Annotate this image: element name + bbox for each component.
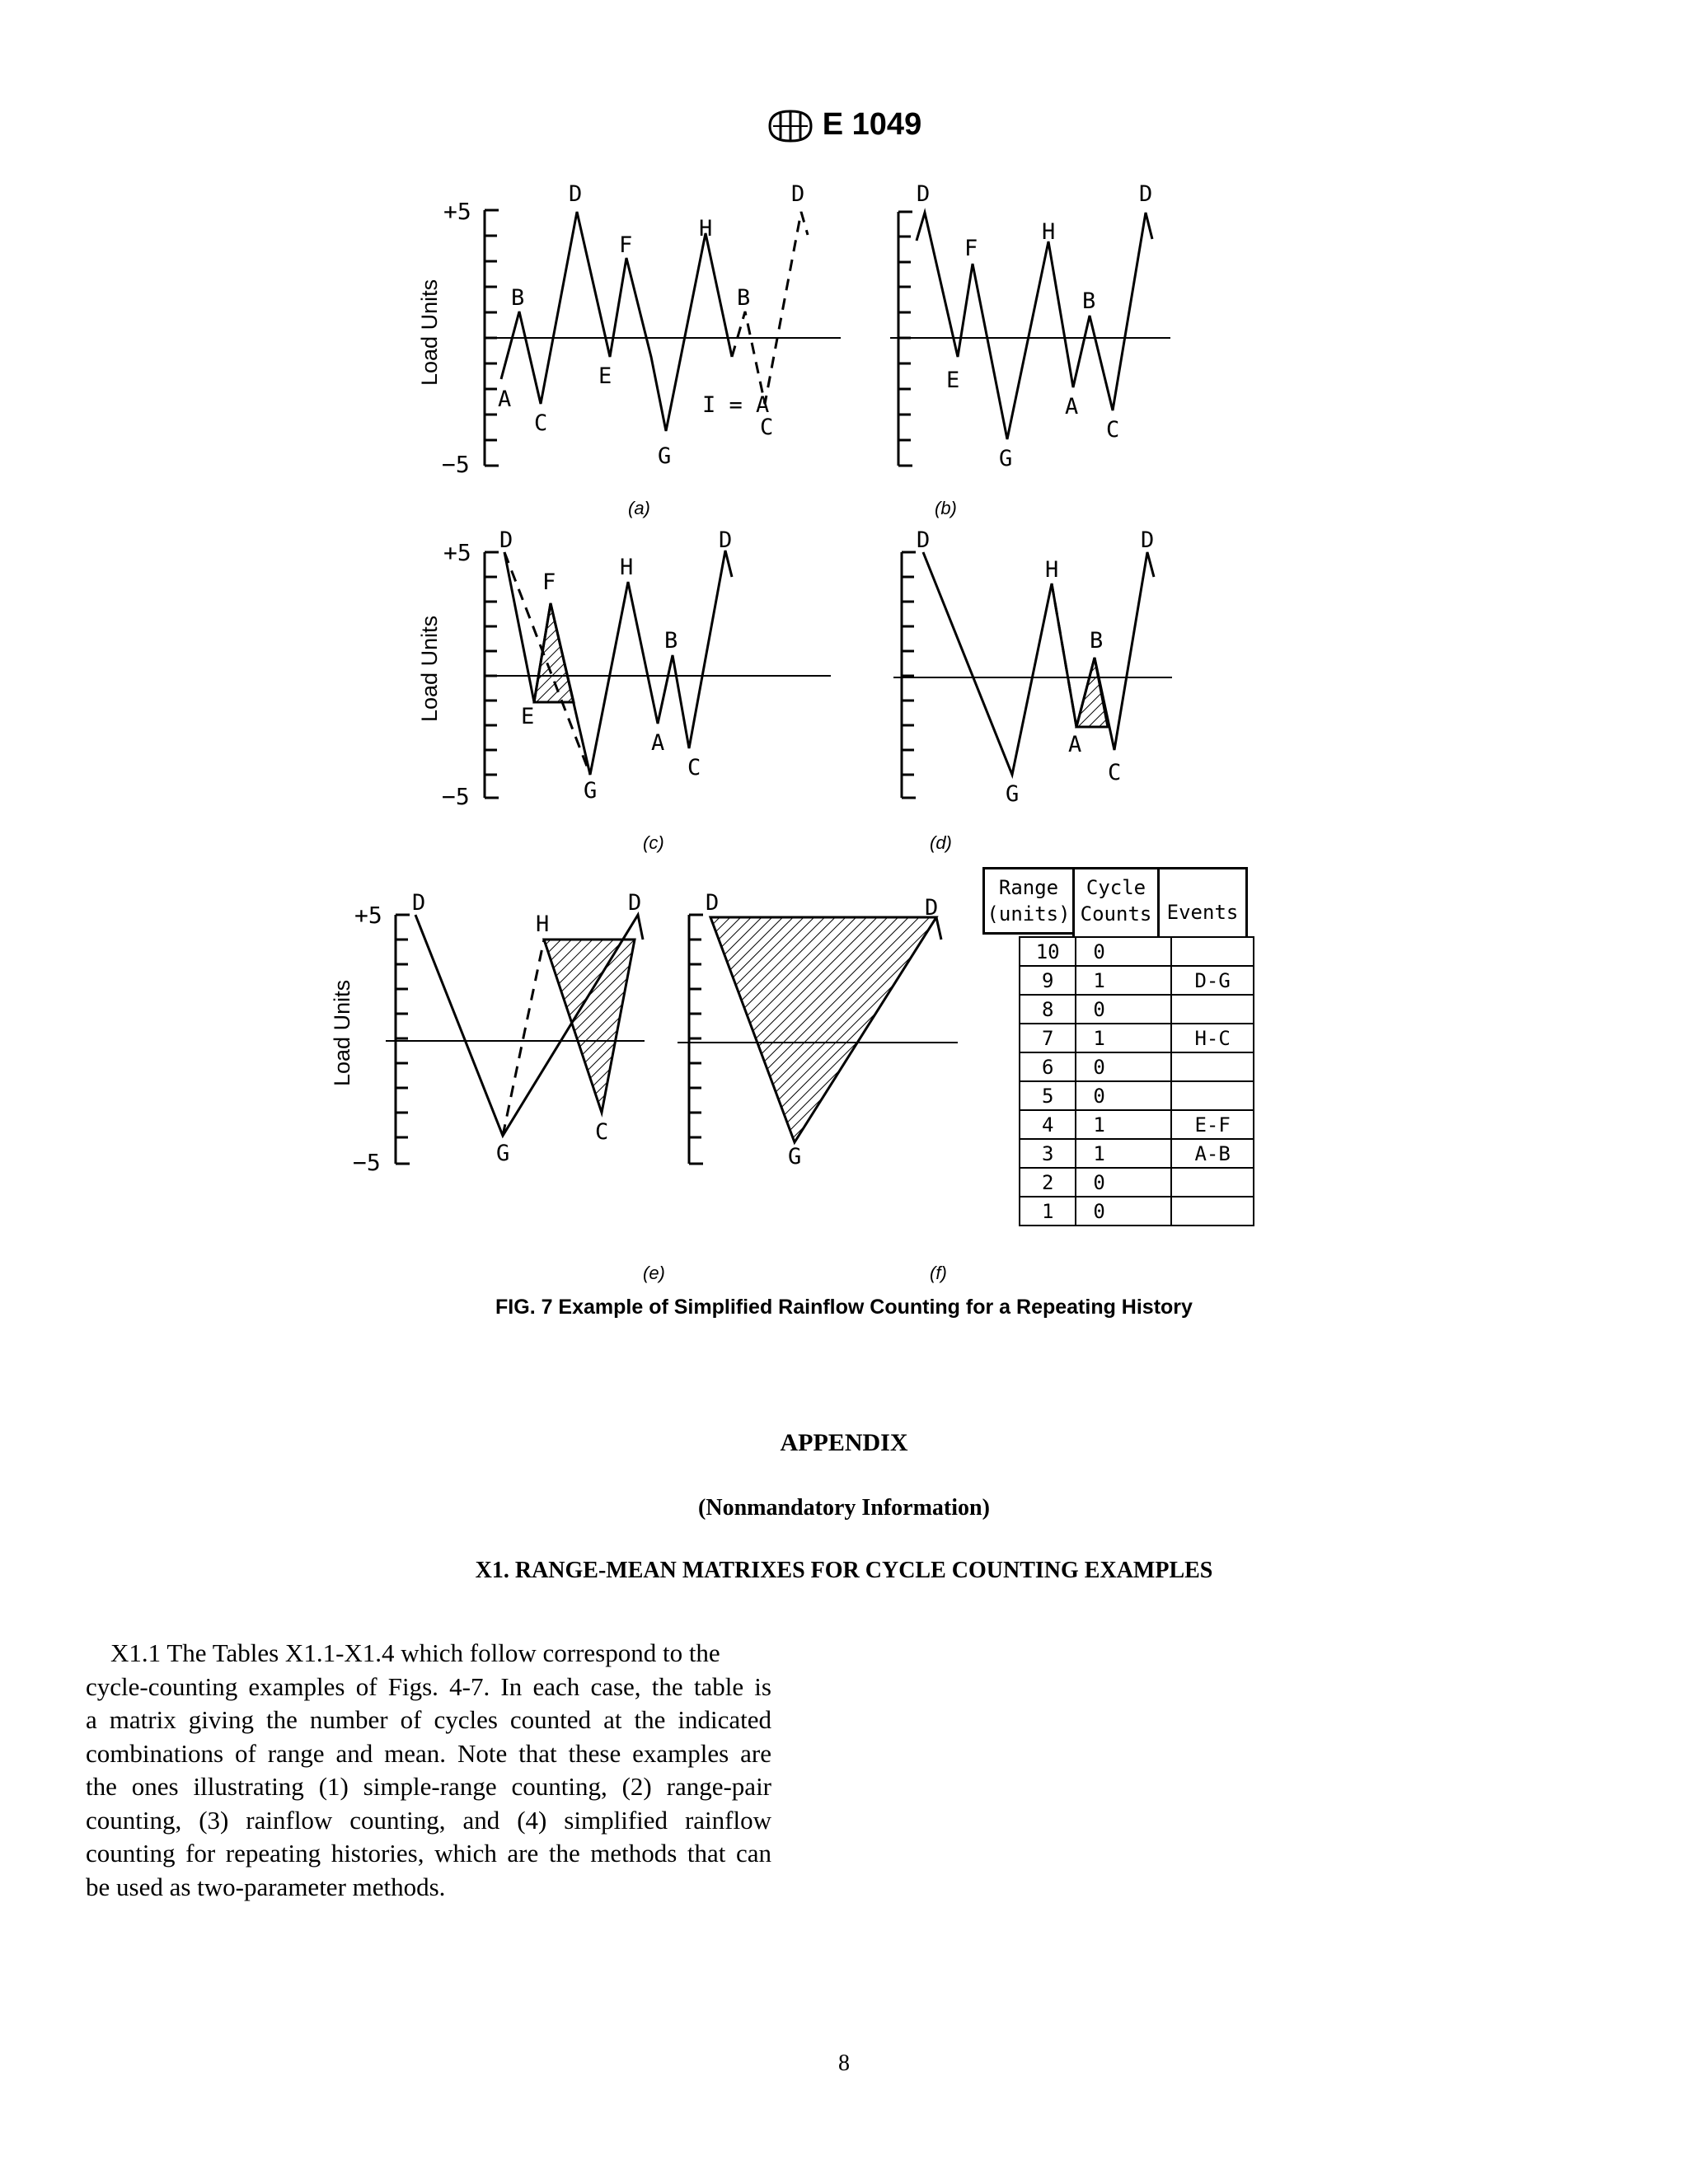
appendix-title: APPENDIX (780, 1429, 908, 1456)
events-cell: A-B (1171, 1139, 1254, 1168)
panel-f-hatch-dg (710, 917, 936, 1142)
counts-cell: 1 (1076, 1110, 1171, 1139)
range-cell: 1 (1020, 1197, 1076, 1226)
panel-c-label-a: A (651, 730, 665, 756)
panel-a-y-top: +5 (443, 198, 471, 225)
panel-c-y-bottom: −5 (442, 783, 470, 810)
panel-a-label-h: H (699, 216, 713, 241)
standard-number: E 1049 (822, 107, 922, 142)
panel-e-y-top: +5 (354, 902, 382, 929)
events-cell (1171, 937, 1254, 966)
para-line: counting for repeating histories, which are the methods that can (86, 1839, 771, 1868)
panel-e-label-c: C (595, 1119, 609, 1145)
events-cell (1171, 1052, 1254, 1081)
table-row (1020, 995, 1254, 1024)
panel-c-label-f: F (542, 569, 556, 595)
table-row (1020, 1081, 1254, 1110)
panel-b-label-b: B (1082, 288, 1096, 314)
panel-c-path (504, 551, 732, 775)
header-counts-line2: Counts (1080, 902, 1152, 926)
counts-cell: 0 (1076, 1081, 1171, 1110)
range-cell: 7 (1020, 1024, 1076, 1052)
panel-c-chart (485, 552, 831, 798)
range-table-header (982, 867, 1254, 938)
panel-f-label-g: G (788, 1144, 802, 1169)
range-cell: 4 (1020, 1110, 1076, 1139)
panel-c-label-c: C (687, 755, 701, 780)
panel-c-label-h: H (620, 555, 634, 580)
panel-b-label-a: A (1065, 394, 1079, 419)
table-row (1020, 1110, 1254, 1139)
panel-e-label-g: G (496, 1141, 510, 1166)
page-number: 8 (838, 2050, 850, 2076)
range-cell: 10 (1020, 937, 1076, 966)
panel-a-label-g: G (658, 443, 672, 469)
section-heading: X1. RANGE-MEAN MATRIXES FOR CYCLE COUNTING EXAMPLES (475, 1558, 1213, 1583)
panel-a-label-b1: B (511, 285, 525, 311)
panel-b-label-f: F (964, 236, 978, 261)
panel-c-label-g: G (584, 778, 598, 804)
panel-b-label-e: E (946, 368, 960, 393)
para-line: cycle-counting examples of Figs. 4-7. In each case, the table is (86, 1671, 771, 1701)
range-cell: 3 (1020, 1139, 1076, 1168)
range-cell: 6 (1020, 1052, 1076, 1081)
panel-e-label-h: H (536, 912, 550, 937)
para-line: combinations of range and mean. Note that these examples are (86, 1738, 771, 1768)
panel-f-label-d1: D (706, 890, 720, 916)
events-cell: E-F (1171, 1110, 1254, 1139)
table-row (1020, 1024, 1254, 1052)
panel-e-y-bottom: −5 (353, 1149, 381, 1176)
events-cell: D-G (1171, 966, 1254, 995)
events-cell (1171, 1197, 1254, 1226)
para-line: a matrix giving the number of cycles counted at the indicated (86, 1705, 771, 1734)
header-range-line1: Range (998, 876, 1059, 899)
panel-d-label-b: B (1090, 628, 1104, 654)
panel-c-label-e: E (521, 704, 535, 729)
panel-e-label-d2: D (628, 890, 642, 916)
caption-panel-d: (d) (930, 832, 952, 853)
caption-panel-c: (c) (643, 832, 664, 853)
caption-panel-e: (e) (643, 1263, 665, 1283)
counts-cell: 1 (1076, 966, 1171, 995)
panel-a-label-c1: C (534, 410, 548, 436)
para-line: be used as two-parameter methods. (86, 1872, 446, 1901)
panel-e-hatch-hc (544, 940, 635, 1113)
range-table (1019, 936, 1254, 1226)
range-cell: 5 (1020, 1081, 1076, 1110)
counts-cell: 1 (1076, 1024, 1171, 1052)
figure-caption: FIG. 7 Example of Simplified Rainflow Counting for a Repeating History (495, 1296, 1193, 1319)
table-row (1020, 1197, 1254, 1226)
panel-b-label-h: H (1042, 219, 1056, 245)
panel-c-y-top: +5 (443, 539, 471, 566)
panel-f-label-d2: D (925, 895, 939, 921)
table-row (1020, 1168, 1254, 1197)
caption-panel-f: (f) (930, 1263, 947, 1283)
caption-panel-a: (a) (628, 498, 650, 518)
range-cell: 2 (1020, 1168, 1076, 1197)
panel-c-label-b: B (664, 628, 678, 654)
events-cell: H-C (1171, 1024, 1254, 1052)
panel-a-label-f: F (619, 232, 633, 258)
counts-cell: 0 (1076, 937, 1171, 966)
panel-a-label-d2: D (791, 181, 805, 207)
panel-e-y-label: Load Units (330, 979, 354, 1086)
panel-c-label-d2: D (719, 527, 733, 553)
panel-a-label-c2: C (760, 415, 774, 440)
panel-c-y-label: Load Units (417, 615, 442, 722)
panel-e-label-d1: D (412, 890, 426, 916)
panel-a-label-a: A (498, 387, 512, 412)
para-line: X1.1 The Tables X1.1-X1.4 which follow correspond to the (110, 1638, 720, 1667)
paragraph-x1-1 (86, 1637, 771, 1904)
panel-a-label-b2: B (737, 285, 751, 311)
panel-a-label-ia: I = A (702, 392, 770, 418)
counts-cell: 0 (1076, 995, 1171, 1024)
panel-b-chart (890, 212, 1170, 466)
panel-b-label-c: C (1106, 417, 1120, 443)
counts-cell: 0 (1076, 1168, 1171, 1197)
panel-a-label-e: E (598, 363, 612, 389)
header-counts-line1: Cycle (1085, 876, 1146, 899)
panel-d-label-g: G (1006, 781, 1020, 807)
panel-b-label-g: G (999, 446, 1013, 471)
panel-a-label-d1: D (569, 181, 583, 207)
header-range-line2: (units) (987, 902, 1071, 926)
panel-d-label-d1: D (917, 527, 931, 553)
counts-cell: 1 (1076, 1139, 1171, 1168)
table-row (1020, 1052, 1254, 1081)
panel-d-label-h: H (1045, 557, 1059, 583)
panel-a-y-label: Load Units (417, 279, 442, 386)
events-cell (1171, 995, 1254, 1024)
counts-cell: 0 (1076, 1197, 1171, 1226)
appendix-subtitle: (Nonmandatory Information) (698, 1495, 990, 1521)
para-line: the ones illustrating (1) simple-range counting, (2) range-pair (86, 1772, 771, 1801)
events-cell (1171, 1081, 1254, 1110)
table-row (1020, 1139, 1254, 1168)
para-line: counting, (3) rainflow counting, and (4) simplified rainflow (86, 1805, 771, 1835)
panel-a-y-bottom: −5 (442, 451, 470, 478)
panel-d-label-c: C (1108, 760, 1122, 785)
counts-cell: 0 (1076, 1052, 1171, 1081)
table-row (1020, 937, 1254, 966)
panel-d-path (923, 552, 1154, 775)
panel-d-label-a: A (1068, 732, 1082, 757)
panel-b-label-d1: D (917, 181, 931, 207)
table-row (1020, 966, 1254, 995)
header-events: Events (1166, 901, 1239, 924)
panel-c-label-d1: D (499, 527, 513, 553)
events-cell (1171, 1168, 1254, 1197)
range-cell: 8 (1020, 995, 1076, 1024)
panel-d-label-d2: D (1141, 527, 1155, 553)
caption-panel-b: (b) (935, 498, 957, 518)
range-cell: 9 (1020, 966, 1076, 995)
panel-b-label-d2: D (1139, 181, 1153, 207)
